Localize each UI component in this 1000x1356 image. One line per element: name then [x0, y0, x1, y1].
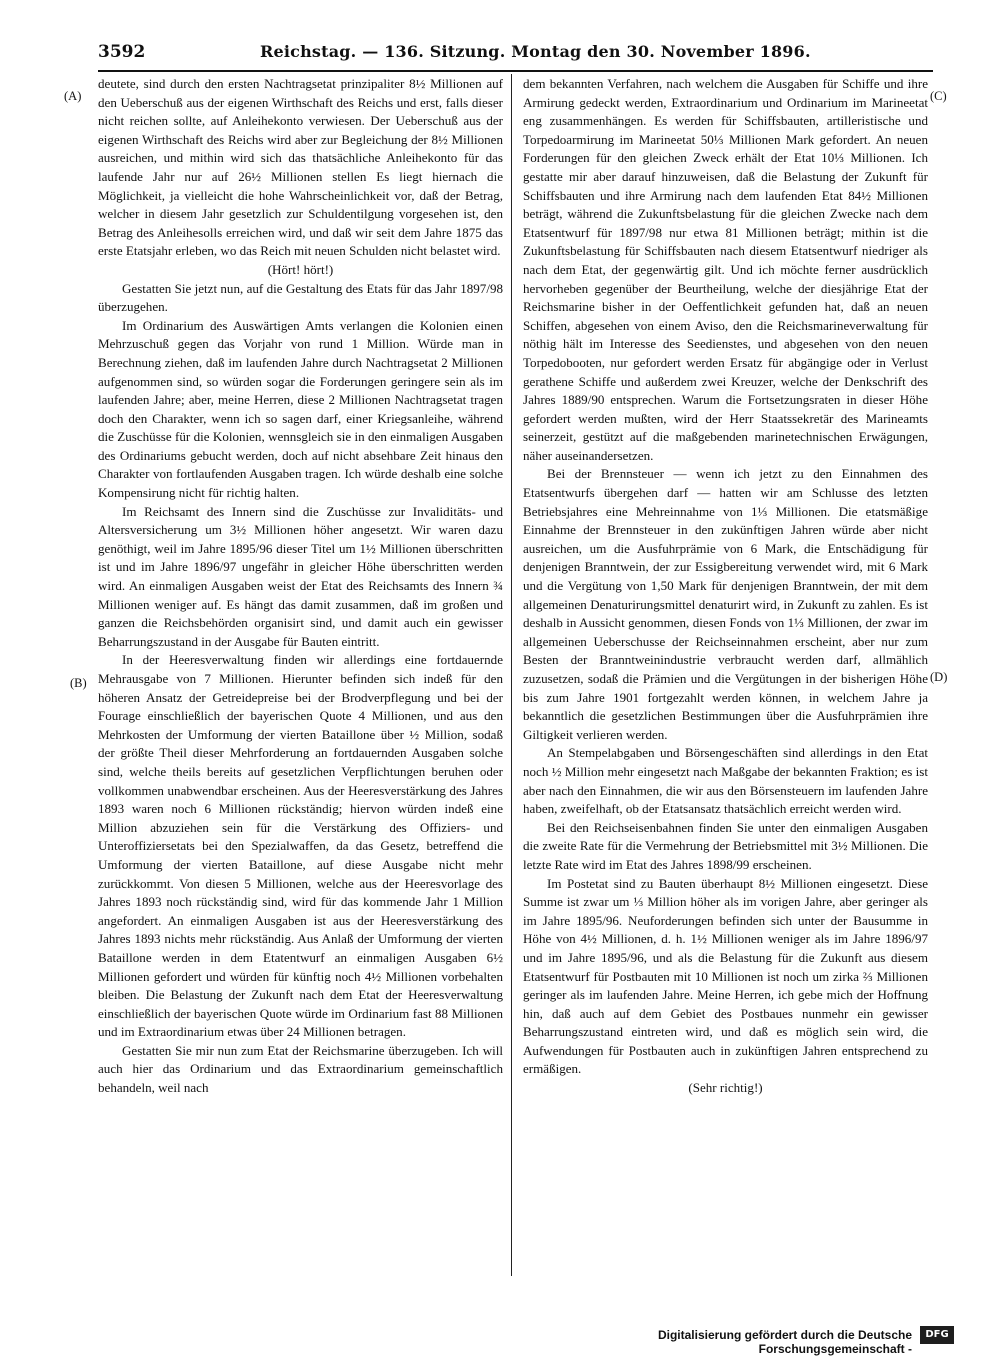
margin-marker-b: (B)	[70, 676, 87, 690]
paragraph: dem bekannten Verfahren, nach welchem die Ausgaben für Schiffe und ihre Armirung gedeckt werden, Extraordinarium und Ordinarium im Marineetat eng zusammenhängen. Es werden für Schiffsbauten, artilleristische und Torpedoarmirung im Marineetat 50⅓ Millionen Mark gefordert. An neuen Forderungen für den gleichen Zweck erhält der Etat 10⅓ Millionen. Ich gestatte mir aber darauf hinzuweisen, daß die Belastung der Zukunft für Schiffsbauten und ihre Armirung nach dem laufenden Etat 84½ Millionen beträgt, während die Zukunftsbelastung für die gleichen Zwecke nach dem Etatsentwurf für 1897/98 nur etwa 81 Millionen beträgt; mithin ist die Zukunftsbelastung für Schiffsbauten nach diesem Etatsentwurf niedriger als nach dem Etat, der gegenwärtig gilt. Und ich möchte ferner ausdrücklich hervorheben gegenüber der Beurtheilung, welche der diesjährige Etat der Reichsmarine bisher in der Oeffentlichkeit gefunden hat, daß an neuen Schiffen, abgesehen von einem Aviso, den die Reichsmarineverwaltung für nöthig hält im Interesse des Seedienstes, und abgesehen von den neuen Torpedobooten, nur gefordert werden Ersatz für abgängige oder in Verlust gerathene Schiffe und außerdem zwei Kreuzer, welche der Denkschrift des Jahres 1889/90 entsprechen. Warum die Fortsetzungsraten in dieser Höhe gefordert werden mußten, wird der Herr Staatssekretär des Marineamts seinerzeit, gestützt auf die maßgebenden marinetechnischen Erwägungen, näher auseinandersetzen.	[523, 76, 928, 463]
paragraph: Im Postetat sind zu Bauten überhaupt 8½ Millionen eingesetzt. Diese Summe ist zwar um ⅓ Million höher als im vorigen Jahre, aber geringer als im Jahre 1895/96. Neuforderungen befinden sich unter der Bausumme in Höhe von 4½ Millionen, d. h. 1½ Millionen weniger als im Jahre 1896/97 und im Jahre 1895/96, und als die Belastung für die Zukunft aus diesem Etatsentwurf für Postbauten mit 10 Millionen ist noch um zirka ⅔ Millionen geringer als im laufenden Jahre. Meine Herren, ich gebe mich der Hoffnung hin, daß auch auf dem Gebiet des Postbaues nunmehr ein gewisser Beharrungszustand eintreten wird, und daß es möglich sein wird, die Aufwendungen für Postbauten auch in zukünftigen Jahren entsprechend zu ermäßigen.	[523, 875, 928, 1077]
interjection: (Sehr richtig!)	[688, 1080, 763, 1096]
paragraph: Gestatten Sie mir nun zum Etat der Reichsmarine überzugeben. Ich will auch hier das Ordinarium und das Extraordinarium gemeinschaftlich behandeln, weil nach	[98, 1042, 503, 1096]
running-header	[98, 42, 933, 66]
paragraph: In der Heeresverwaltung finden wir allerdings eine fortdauernde Mehrausgabe von 7 Millionen. Hierunter befinden sich indeß für den höheren Ansatz der Getreidepreise bei der Brodverpflegung und bei der Fourage einschließlich der bayerischen Quote 4 Millionen, und aus den Mehrkosten der Umformung der vierten Bataillone über ½ Million, sodaß der größte Theil dieser Mehrforderung an fortdauernden Ausgaben solche sind, welche theils bereits auf gesetzlichen Verpflichtungen beruhen oder vollkommen unabwendbar erscheinen. Aus der Heeresverstärkung des Jahres 1893 waren noch 6 Millionen rückständig; hiervon würden indeß eine Million abzuziehen sein für die Verstärkung des Offiziers- und Unteroffiziersetats bei den Spezialwaffen, da das Gesetz, betreffend die Umformung der vierten Bataillone, auf diese Ausgabe nicht mehr zurückkommt. Von diesen 5 Millionen, welche aus der Heeresvorlage des Jahres 1893 noch rückständig sind, wird für das kommende Jahr 1 Million angefordert. An einmaligen Ausgaben ist aus der Heeresverstärkung des Jahres 1893 nichts mehr rückständig. Aus Anlaß der Umformung der vierten Bataillone werden in dem Etatentwurf an einmaligen Ausgaben 6½ Millionen gefordert und würden für künftig noch 4½ Millionen vorbehalten bleiben. Die Belastung der Zukunft nach dem Etat der Heeresverwaltung einschließlich der bayerischen Quote würde im Ordinarium fast 88 Millionen und im Extraordinarium etwas über 24 Millionen betragen.	[98, 652, 503, 1040]
paragraph: Im Reichsamt des Innern sind die Zuschüsse zur Invaliditäts- und Altersversicherung um 3½ Millionen höher angesetzt. Wir waren dazu genöthigt, weil im Jahre 1895/96 dieser Titel um 1½ Millionen überschritten ist und im Jahre 1896/97 ungefähr in gleicher Höhe überschritten werden wird. An einmaligen Ausgaben weist der Etat des Reichsamts des Innern ¾ Millionen weniger auf. Es hängt das damit zusammen, daß im großen und ganzen die Reichsbehörden organisirt sind, und damit auch ein gewisser Beharrungszustand in der Ausgabe für Bauten eintritt.	[98, 503, 503, 649]
paragraph: Gestatten Sie jetzt nun, auf die Gestaltung des Etats für das Jahr 1897/98 überzugehen.	[98, 280, 503, 315]
page-number: 3592	[98, 42, 146, 62]
digitization-credit: Digitalisierung gefördert durch die Deutsche Forschungsgemeinschaft -	[657, 1328, 912, 1356]
margin-marker-d: (D)	[930, 670, 948, 684]
paragraph: An Stempelabgaben und Börsengeschäften sind allerdings in den Etat noch ½ Million mehr eingesetzt nach Maßgabe der bekannten Fraktion; es ist aber nach den Einnahmen, die wir aus den Börsensteuern im laufenden Jahre haben, zweifelhaft, ob der Etatsansatz thatsächlich erreicht werden wird.	[523, 745, 928, 817]
margin-marker-a: (A)	[64, 89, 82, 103]
interjection: (Hört! hört!)	[267, 261, 334, 277]
paragraph: deutete, sind durch den ersten Nachtragsetat prinzipaliter 8½ Millionen auf den Ueberschuß aus der eigenen Wirthschaft des Reichs und erst, falls dieser nicht reichen sollte, auf Anleihekonto verwiesen. Der Ueberschuß aus der eigenen Wirthschaft des Reichs wird aber zur Begleichung der 8½ Millionen ausreichen, und mithin wird sich das thatsächliche Anleihekonto für das laufende Jahr nur auf 26½ Millionen stellen Es liegt hiernach die Möglichkeit, ja vielleicht die hohe Wahrscheinlichkeit vor, daß der Betrag, welcher in diesem Jahr gesetzlich zur Schuldentilgung vorgesehen ist, den Betrag des Anleihesolls erreichen wird, und daß wir seit dem Jahre 1875 das erste Etatsjahr erleben, wo das Reich mit neuen Schulden nicht belastet wird.	[98, 76, 503, 259]
paragraph: Bei der Brennsteuer — wenn ich jetzt zu den Einnahmen des Etatsentwurfs übergehen darf — hatten wir am Schlusse des letzten Betriebsjahres eine Mehreinnahme von 1⅓ Millionen. Die etatsmäßige Einnahme der Brennsteuer in den zukünftigen Jahren würde aber nicht ausreichen, um die Ausfuhrprämie von 6 Mark, die Entschädigung für denjenigen Branntwein, der zur Essigbereitung verwendet wird, mit 6 Mark und die Vergütung von 1,50 Mark für denjenigen Branntwein, der mit dem allgemeinen Denaturirungsmittel denaturirt wird, in Zukunft zu zahlen. Es ist deshalb in Aussicht genommen, diesen Fonds von 1⅓ Millionen, der zwar im allgemeinen Ueberschusse der Reichseinnahmen erscheint, aber nur zum Besten der Branntweinindustrie verbraucht werden darf, allmählich zuzusetzen, sodaß die Prämien und die Vergütungen in der bisherigen Höhe bis zum Jahre 1901 fortgezahlt werden können, in welchem Jahre ja bekanntlich die gesetzlichen Bestimmungen über die Ausfuhrprämien ihre Giltigkeit verlieren werden.	[523, 466, 928, 742]
header-rule	[98, 70, 933, 72]
right-column	[523, 75, 928, 1275]
running-title: Reichstag. — 136. Sitzung. Montag den 30. November 1896.	[260, 42, 811, 61]
paragraph: Bei den Reichseisenbahnen finden Sie unter den einmaligen Ausgaben die zweite Rate für die Vermehrung der Betriebsmittel mit 3½ Millionen. Die letzte Rate wird im Etat des Jahres 1898/99 erscheinen.	[523, 819, 928, 872]
margin-marker-c: (C)	[930, 89, 947, 103]
paragraph: Im Ordinarium des Auswärtigen Amts verlangen die Kolonien einen Mehrzuschuß gegen das Vorjahr von rund 1 Million. Würde man in Berechnung ziehen, daß im laufenden Jahre durch Nachtragsetat 2 Millionen aufgenommen sind, so würden sogar die Forderungen geringere sein als im laufenden Jahre; aber, meine Herren, diese 2 Millionen Nachtragsetat tragen doch den Charakter, wenn ich so sagen darf, einer Kriegsanleihe, während die Zuschüsse für die Kolonien, wennsgleich sie in den einmaligen Ausgaben des Ordinariums gebucht werden, doch auf nicht absehbare Zeit hinaus den Charakter von fortlaufenden Ausgaben tragen. Ich würde deshalb eine solche Kompensirung nicht für richtig halten.	[98, 317, 503, 501]
dfg-logo: DFG	[920, 1326, 954, 1344]
left-column	[98, 75, 503, 1275]
column-divider	[511, 74, 512, 1276]
